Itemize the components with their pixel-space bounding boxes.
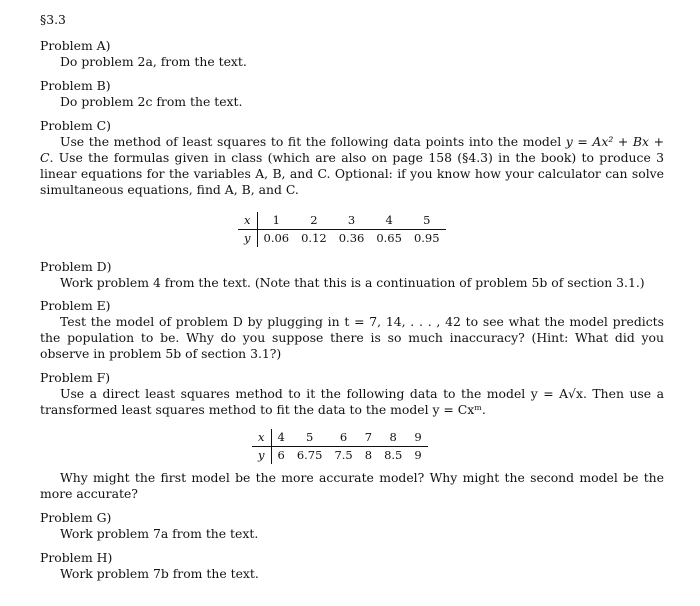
problem-text: Do problem 2c from the text. bbox=[60, 94, 243, 109]
table-cell: 1 bbox=[257, 212, 295, 230]
problem-heading: Problem F) bbox=[40, 370, 111, 385]
table-cell: 5 bbox=[408, 212, 446, 230]
problem-text: Work problem 7a from the text. bbox=[60, 526, 259, 541]
table-cell: 0.06 bbox=[257, 230, 295, 248]
table-cell: 8 bbox=[378, 429, 408, 447]
table-cell: 9 bbox=[408, 429, 427, 447]
problem-h bbox=[40, 550, 664, 582]
problem-heading: Problem A) bbox=[40, 38, 111, 53]
data-table-f bbox=[252, 429, 428, 464]
table-cell: 3 bbox=[333, 212, 371, 230]
problem-heading: Problem B) bbox=[40, 78, 111, 93]
problem-g bbox=[40, 510, 664, 542]
problem-text: Work problem 4 from the text. (Note that this is a continuation of problem 5b of section 3.1.) bbox=[60, 275, 645, 290]
problem-heading: Problem C) bbox=[40, 118, 111, 133]
problem-text: Work problem 7b from the text. bbox=[60, 566, 259, 581]
problem-heading: Problem G) bbox=[40, 510, 112, 525]
table-cell: 2 bbox=[295, 212, 333, 230]
table-cell: 4 bbox=[370, 212, 408, 230]
table-x-label: x bbox=[238, 212, 257, 230]
problem-text: Use a direct least squares method to it the following data to the model y = A√x. Then use a transformed least squares method to fit the data to the model y = Cxᵐ. bbox=[40, 386, 664, 417]
problem-text: Do problem 2a, from the text. bbox=[60, 54, 247, 69]
table-cell: 4 bbox=[271, 429, 291, 447]
problem-b bbox=[40, 78, 664, 110]
table-cell: 5 bbox=[291, 429, 329, 447]
table-cell: 6 bbox=[328, 429, 358, 447]
table-cell: 7 bbox=[359, 429, 378, 447]
table-y-label: y bbox=[244, 231, 251, 245]
problem-text-part: . Use the formulas given in class (which are also on page 158 (§4.3) in the book) to produce 3 linear equations for the variables A, B, and C. Optional: if you know how your calculator can solve simultaneous equations, find A, B, and C. bbox=[40, 150, 664, 197]
table-cell: 8.5 bbox=[384, 448, 403, 462]
table-x-label: x bbox=[252, 429, 271, 447]
problem-f-followup bbox=[40, 470, 664, 502]
problem-a bbox=[40, 38, 664, 70]
problem-f bbox=[40, 370, 664, 418]
problem-e bbox=[40, 298, 664, 362]
problem-heading: Problem E) bbox=[40, 298, 111, 313]
table-cell: 6.75 bbox=[296, 448, 323, 462]
table-cell: 6 bbox=[271, 447, 291, 465]
section-title: §3.3 bbox=[40, 12, 66, 27]
table-y-label: y bbox=[258, 448, 265, 462]
problem-text bbox=[40, 134, 664, 198]
table-cell: 0.36 bbox=[338, 231, 365, 245]
table-cell: 0.95 bbox=[413, 231, 440, 245]
table-cell: 0.65 bbox=[376, 231, 402, 245]
table-cell: 8 bbox=[364, 448, 373, 462]
table-cell: 7.5 bbox=[334, 448, 353, 462]
problem-text: Test the model of problem D by plugging in t = 7, 14, . . . , 42 to see what the model predicts the population to be. Why do you suppose there is so much inaccuracy? (Hint: What did you observe in problem 5b of section 3.1?) bbox=[40, 314, 664, 361]
problem-text-part: Use the method of least squares to fit the following data points into the model bbox=[60, 134, 566, 149]
table-cell: 0.12 bbox=[301, 231, 327, 245]
problem-heading: Problem D) bbox=[40, 259, 112, 274]
problem-text: Why might the first model be the more accurate model? Why might the second model be the more accurate? bbox=[40, 470, 664, 501]
problem-heading: Problem H) bbox=[40, 550, 113, 565]
table-cell: 9 bbox=[414, 448, 422, 462]
data-table-c bbox=[238, 212, 446, 247]
model-equation: y = Ax² + Bx + C bbox=[40, 134, 664, 165]
problem-d bbox=[40, 259, 664, 291]
problem-c bbox=[40, 118, 664, 198]
